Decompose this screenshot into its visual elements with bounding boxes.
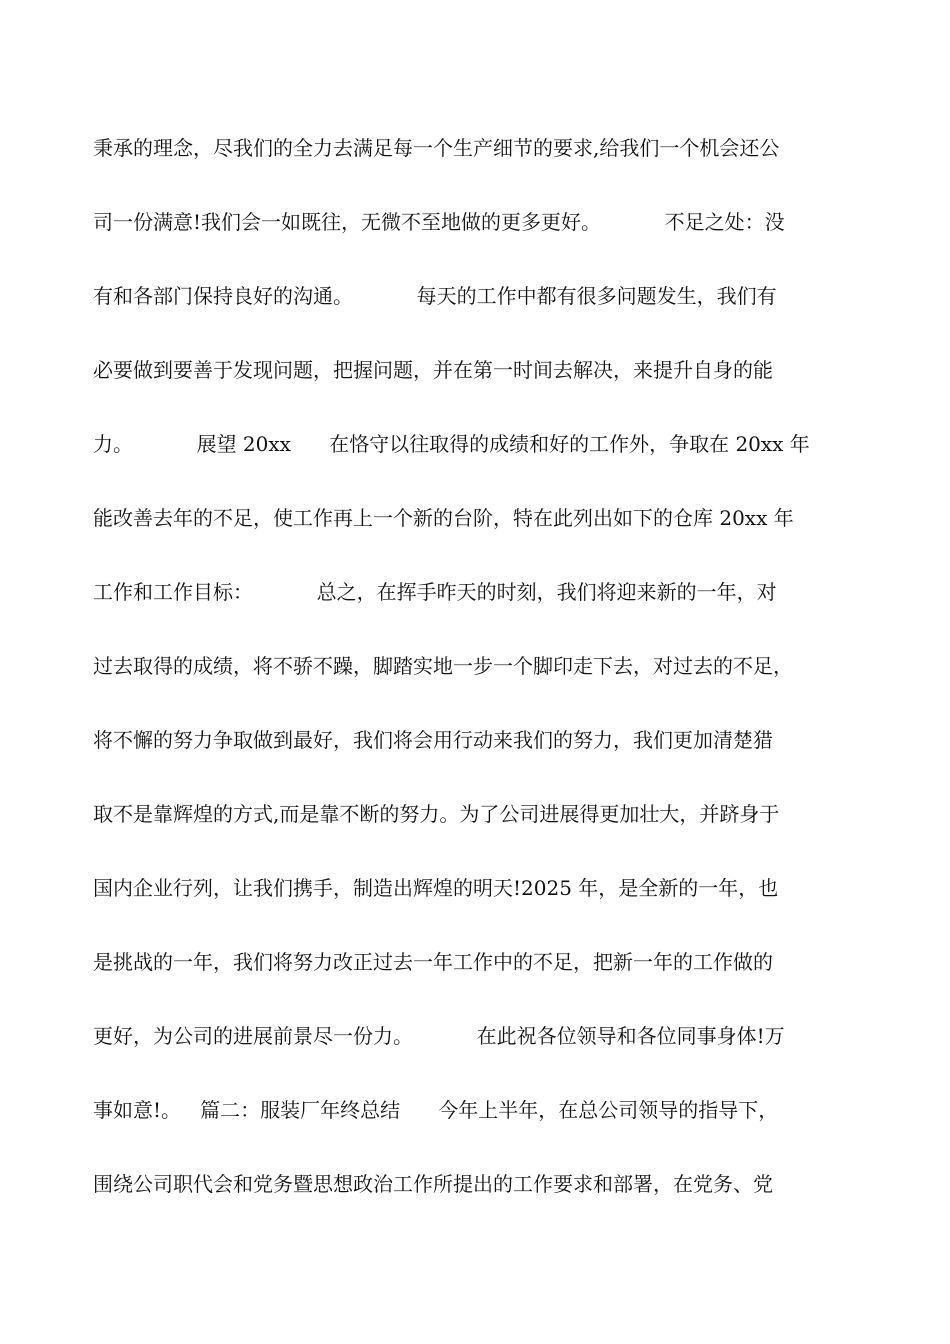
text-line: 必要做到要善于发现问题，把握问题，并在第一时间去解决，来提升自身的能 bbox=[93, 358, 773, 382]
text-line: 更好，为公司的进展前景尽一份力。 在此祝各位领导和各位同事身体!万 bbox=[93, 1024, 785, 1048]
text-line: 国内企业行列，让我们携手，制造出辉煌的明天!2025 年，是全新的一年，也 bbox=[93, 876, 779, 900]
text-line: 事如意!。 篇二：服装厂年终总结 今年上半年，在总公司领导的指导下， bbox=[93, 1098, 779, 1122]
text-line: 取不是靠辉煌的方式,而是靠不断的努力。为了公司进展得更加壮大，并跻身于 bbox=[93, 802, 780, 826]
text-line: 力。 展望 20xx 在恪守以往取得的成绩和好的工作外，争取在 20xx 年 bbox=[93, 432, 810, 456]
text-line: 围绕公司职代会和党务暨思想政治工作所提出的工作要求和部署，在党务、党 bbox=[93, 1172, 773, 1196]
text-line: 是挑战的一年，我们将努力改正过去一年工作中的不足，把新一年的工作做的 bbox=[93, 950, 773, 974]
text-line: 有和各部门保持良好的沟通。 每天的工作中都有很多问题发生，我们有 bbox=[93, 284, 777, 308]
text-line: 将不懈的努力争取做到最好，我们将会用行动来我们的努力，我们更加清楚猎 bbox=[93, 728, 773, 752]
text-line: 能改善去年的不足，使工作再上一个新的台阶，特在此列出如下的仓库 20xx 年 bbox=[93, 506, 794, 530]
body-text bbox=[93, 128, 883, 1238]
text-line: 工作和工作目标： 总之，在挥手昨天的时刻，我们将迎来新的一年，对 bbox=[93, 580, 777, 604]
text-line: 秉承的理念，尽我们的全力去满足每一个生产细节的要求,给我们一个机会还公 bbox=[93, 136, 780, 160]
text-line: 过去取得的成绩，将不骄不躁，脚踏实地一步一个脚印走下去，对过去的不足， bbox=[93, 654, 793, 678]
text-line: 司一份满意!我们会一如既往，无微不至地做的更多更好。 不足之处：没 bbox=[93, 210, 785, 234]
